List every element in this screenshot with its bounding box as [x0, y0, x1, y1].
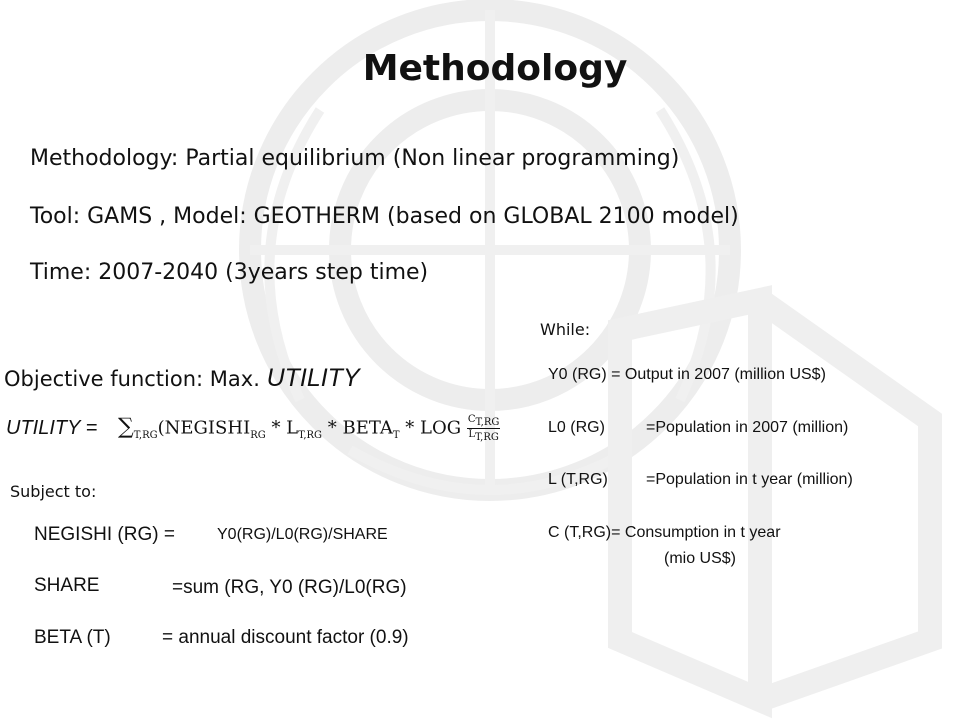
formula-lhs: UTILITY =	[6, 417, 98, 439]
constraint-share-value: =sum (RG, Y0 (RG)/L0(RG)	[172, 577, 407, 598]
formula-times: *	[265, 417, 287, 439]
formula-times: *	[399, 417, 420, 439]
constraint-negishi-name: NEGISHI (RG) =	[34, 524, 175, 545]
definition-c-unit: (mio US$)	[664, 550, 737, 567]
definition-term: L0 (RG)	[548, 419, 605, 436]
formula-fraction	[467, 414, 501, 443]
l-subscript: T,RG	[298, 430, 323, 442]
definition-y0	[548, 366, 826, 384]
definition-term: C (T,RG)	[548, 524, 612, 541]
formula-l: L	[286, 417, 299, 439]
fraction-numerator: C	[467, 414, 476, 425]
objective-utility: UTILITY	[266, 364, 360, 392]
constraint-negishi-value: Y0(RG)/L0(RG)/SHARE	[217, 526, 388, 543]
constraint-share-name: SHARE	[34, 575, 100, 596]
definition-desc: =Population in 2007 (million)	[646, 419, 849, 436]
definition-desc: = Output in 2007 (million US$)	[611, 366, 826, 383]
constraint-beta-name: BETA (T)	[34, 627, 111, 648]
utility-formula	[118, 414, 500, 443]
beta-subscript: T	[392, 430, 400, 442]
negishi-subscript: RG	[250, 430, 266, 442]
time-bullet: Time: 2007-2040 (3years step time)	[30, 260, 429, 285]
definition-term: L (T,RG)	[548, 471, 608, 488]
definition-desc: =Population in t year (million)	[646, 471, 853, 488]
formula-beta: BETA	[342, 417, 393, 439]
while-label: While:	[540, 320, 591, 339]
formula-negishi: NEGISHI	[164, 417, 251, 439]
definition-desc: = Consumption in t year	[611, 524, 781, 541]
constraint-beta-value: = annual discount factor (0.9)	[162, 627, 409, 648]
formula-log: LOG	[420, 417, 462, 439]
subject-to-label: Subject to:	[10, 482, 97, 501]
formula-paren: (	[157, 417, 165, 439]
formula-times: *	[322, 417, 343, 439]
denominator-subscript: T,RG	[474, 432, 499, 443]
methodology-bullet: Methodology: Partial equilibrium (Non linear programming)	[30, 146, 680, 171]
numerator-subscript: T,RG	[475, 417, 500, 428]
objective-label: Objective function: Max.	[4, 367, 267, 391]
tool-bullet: Tool: GAMS , Model: GEOTHERM (based on GLOBAL 2100 model)	[30, 204, 739, 229]
objective-function	[4, 364, 360, 393]
sum-subscript: T,RG	[133, 430, 158, 442]
definition-l0	[548, 419, 848, 437]
definition-l	[548, 471, 853, 489]
slide-title: Methodology	[362, 48, 628, 89]
definition-c	[548, 524, 781, 542]
definition-term: Y0 (RG)	[548, 366, 607, 383]
sum-symbol: ∑	[118, 414, 134, 440]
fraction-denominator: L	[468, 429, 475, 440]
